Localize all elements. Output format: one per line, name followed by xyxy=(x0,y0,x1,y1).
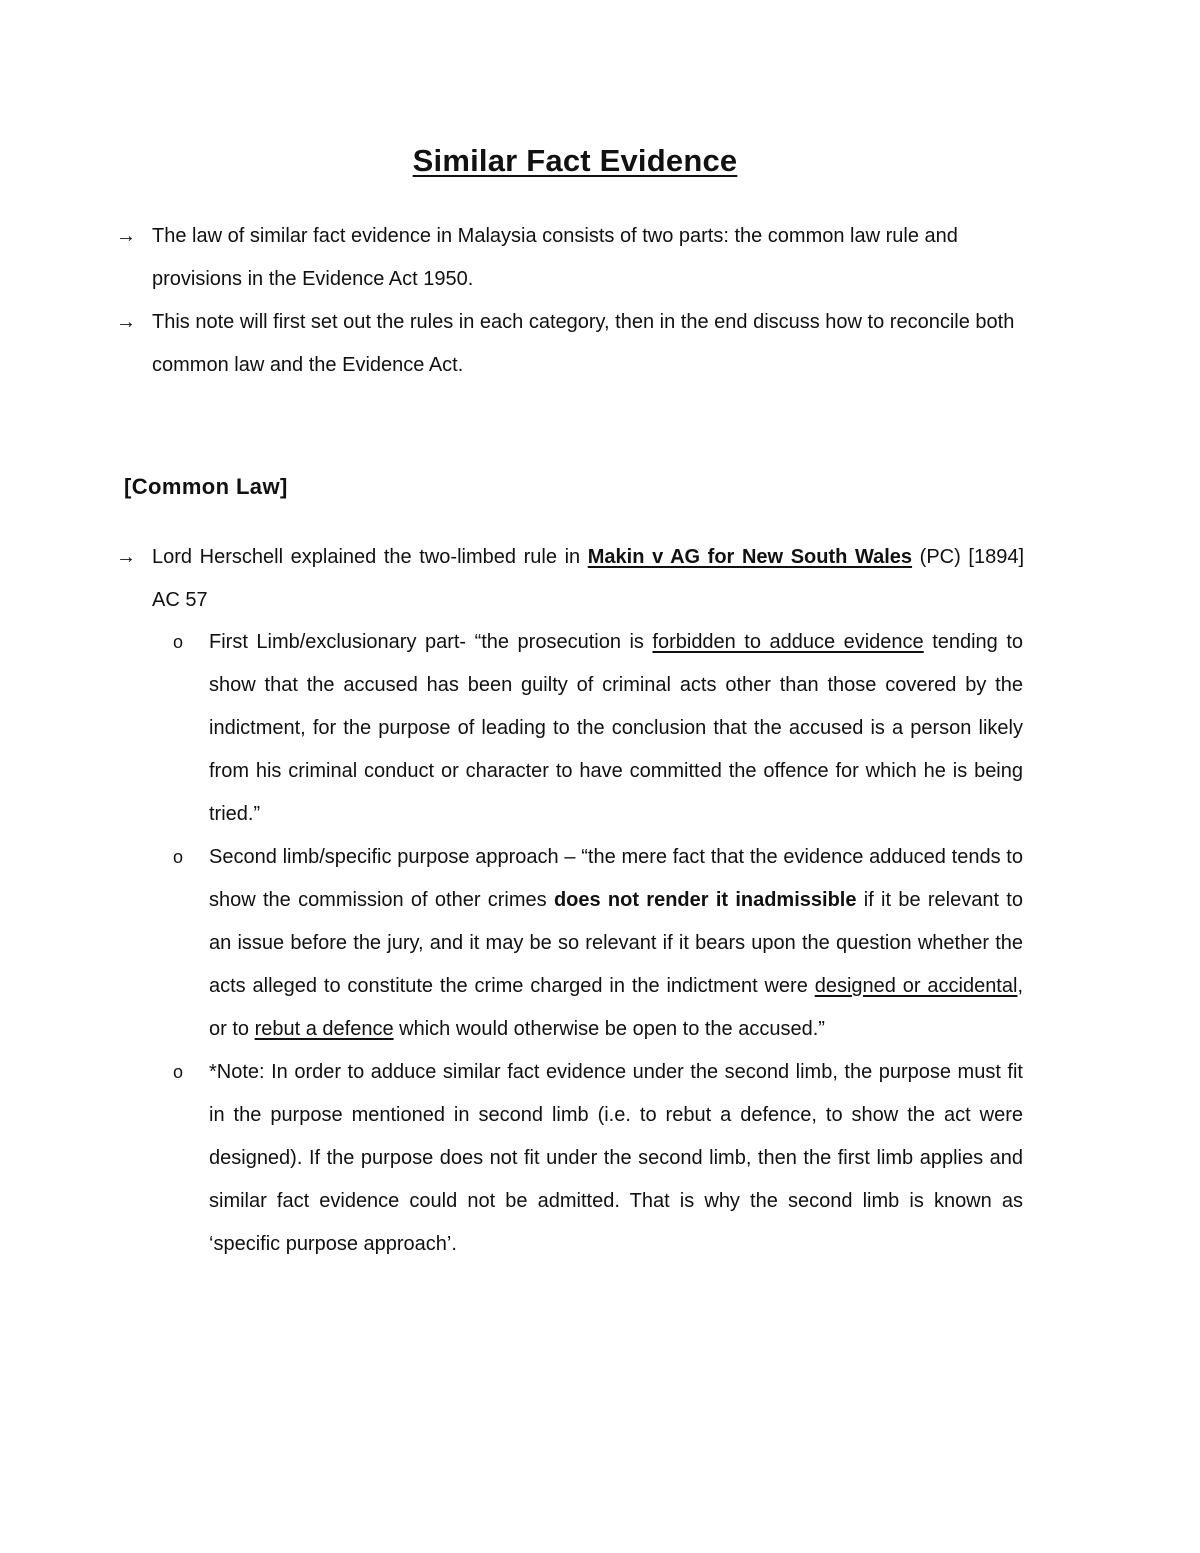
note-item xyxy=(170,1051,1023,1266)
intro-item xyxy=(114,215,1024,301)
intro-list xyxy=(114,215,1024,387)
circle-bullet-icon: o xyxy=(173,1062,184,1082)
limbs-list xyxy=(170,621,1023,1266)
second-limb-bold: does not render it inadmissible xyxy=(553,889,857,911)
first-limb-before: First Limb/exclusionary part- “the prosecution is xyxy=(209,631,653,653)
intro-text: This note will first set out the rules in each category, then in the end discuss how to reconcile both common law and the Evidence Act. xyxy=(152,311,1015,376)
section-heading: [Common Law] xyxy=(124,474,288,499)
second-limb-part4: which would otherwise be open to the accused.” xyxy=(393,1018,825,1040)
first-limb-after: tending to show that the accused has been guilty of criminal acts other than those covered by the indictment, for the purpose of leading to the conclusion that the accused is a person likely from his criminal conduct or character to have committed the offence for which he is being tried.” xyxy=(209,631,1023,825)
makin-text-before: Lord Herschell explained the two-limbed rule in xyxy=(152,546,588,568)
document-title: Similar Fact Evidence xyxy=(412,143,738,178)
arrow-icon: → xyxy=(116,546,136,568)
second-limb-part3: , or to xyxy=(209,975,1023,1040)
common-law-list xyxy=(114,536,1024,622)
circle-bullet-icon: o xyxy=(173,847,184,867)
second-limb-part2: if it be relevant to an issue before the jury, and it may be so relevant if it bears upon the question whether the acts alleged to constitute the crime charged in the indictment were xyxy=(209,889,1023,997)
note-text: *Note: In order to adduce similar fact evidence under the second limb, the purpose must fit in the purpose mentioned in second limb (i.e. to rebut a defence, to show the act were designed). If the purpose does not fit under the second limb, then the first limb applies and similar fact evidence could not be admitted. That is why the second limb is known as ‘specific purpose approach’. xyxy=(209,1061,1023,1255)
intro-item xyxy=(114,301,1024,387)
arrow-icon: → xyxy=(116,311,136,333)
circle-bullet-icon: o xyxy=(173,632,184,652)
case-name: Makin v AG for New South Wales xyxy=(587,546,913,568)
second-limb-part1: Second limb/specific purpose approach – “the mere fact that the evidence adduced tends to show the commission of other crimes xyxy=(209,846,1023,911)
second-limb-underline1: designed or accidental xyxy=(814,975,1018,997)
second-limb-underline2: rebut a defence xyxy=(254,1018,394,1040)
first-limb-underlined: forbidden to adduce evidence xyxy=(652,631,924,653)
second-limb-item xyxy=(170,836,1023,1051)
intro-text: The law of similar fact evidence in Malaysia consists of two parts: the common law rule and provisions in the Evidence Act 1950. xyxy=(152,225,958,290)
first-limb-item xyxy=(170,621,1023,836)
arrow-icon: → xyxy=(116,225,136,247)
makin-text-after: (PC) [1894] AC 57 xyxy=(152,546,1024,611)
makin-item xyxy=(114,536,1024,622)
